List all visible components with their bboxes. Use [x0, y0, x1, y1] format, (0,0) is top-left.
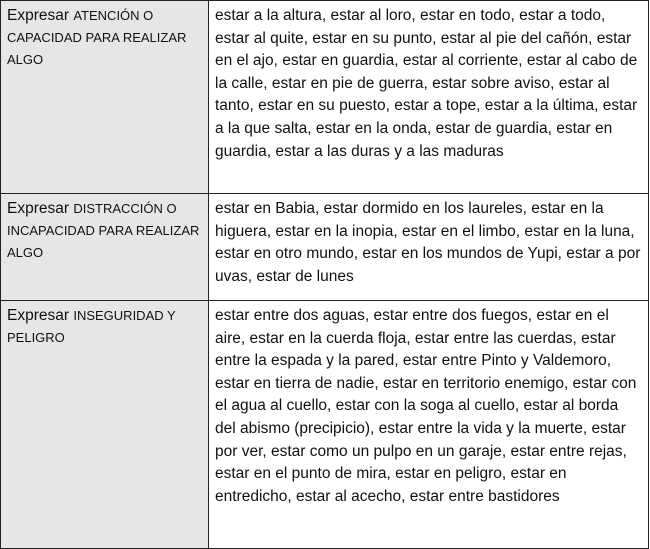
table-row	[1, 1, 649, 194]
table-row	[1, 301, 649, 549]
category-cell	[1, 194, 209, 301]
category-label: ATENCIÓN O CAPACIDAD PARA REALIZAR ALGO	[7, 8, 187, 67]
table-row	[1, 194, 649, 301]
phrases-cell: estar entre dos aguas, estar entre dos fuegos, estar en el aire, estar en la cuerda floja, estar entre las cuerdas, estar entre la espada y la pared, estar entre Pinto y Valdemoro, estar en tierra de nadie, estar en territorio enemigo, estar con el agua al cuello, estar con la soga al cuello, estar al borda del abismo (precipicio), estar entre la vida y la muerte, estar por ver, estar como un pulpo en un garaje, estar entre rejas, estar en el punto de mira, estar en peligro, estar en entredicho, estar al acecho, estar entre bastidores	[209, 301, 649, 549]
phrases-cell: estar a la altura, estar al loro, estar en todo, estar a todo, estar al quite, estar en su punto, estar al pie del cañón, estar en el ajo, estar en guardia, estar al corriente, estar al cabo de la calle, estar en pie de guerra, estar sobre aviso, estar al tanto, estar en su puesto, estar a tope, estar a la última, estar a la que salta, estar en la onda, estar de guardia, estar en guardia, estar a las duras y a las maduras	[209, 1, 649, 194]
category-cell	[1, 301, 209, 549]
category-verb: Expresar	[7, 200, 70, 217]
category-label: DISTRACCIÓN O INCAPACIDAD PARA REALIZAR ALGO	[7, 201, 200, 260]
category-verb: Expresar	[7, 7, 70, 24]
category-cell	[1, 1, 209, 194]
category-label: INSEGURIDAD Y PELIGRO	[7, 308, 176, 345]
phrases-cell: estar en Babia, estar dormido en los laureles, estar en la higuera, estar en la inopia, estar en el limbo, estar en la luna, estar en otro mundo, estar en los mundos de Yupi, estar a por uvas, estar de lunes	[209, 194, 649, 301]
category-verb: Expresar	[7, 307, 70, 324]
